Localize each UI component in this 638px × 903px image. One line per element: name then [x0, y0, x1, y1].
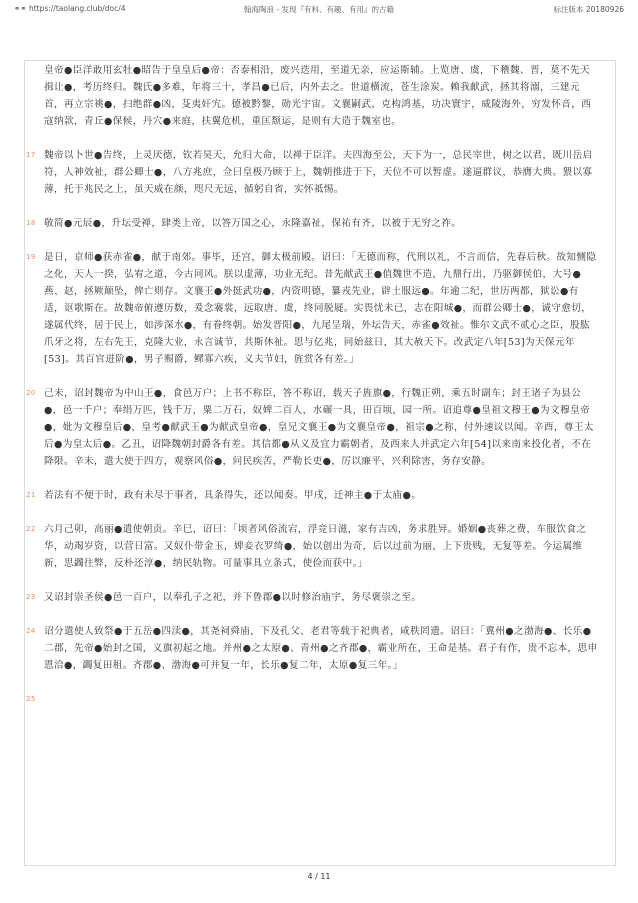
paragraph [26, 385, 598, 470]
paragraph [44, 62, 598, 130]
paragraph [26, 487, 598, 504]
paragraph-number: 23 [26, 593, 36, 601]
paragraph-text: 六月己卯，高丽●遣使朝贡。辛巳，诏曰：「顷者风俗流宕，浮竞日滋，家有吉凶，务求胜异。婚姻●丧葬之费，车服饮食之华，动竭岁资，以营日富。又奴仆带金玉，婢妾衣罗绮●，始以创出为奇，后以过前为丽，上下贵贱，无复等差。今运属维新，思蠲往弊，反朴还淳●，纳民轨物。可量事具立条式，使俭而获中。」 [44, 524, 587, 569]
paragraph-text: 诏分遣使人致祭●于五岳●四渎●，其尧祠舜庙，下及孔父、老君等载于祀典者，咸秩罔遗。诏曰：「冀州●之渤海●、长乐●二郡，先帝●始封之国，义旗初起之地。并州●之太原●、青州●之齐郡●，霸业所在，王命是基。君子有作，贵不忘本，思申恩洽●，蠲复田租。齐郡●、渤海●可并复一年，长乐●复二年，太原●复三年。」 [44, 626, 598, 671]
paragraph-number: 22 [26, 525, 36, 533]
paragraph-text: 又诏封崇圣侯●邑一百户，以奉孔子之祀，并下鲁郡●以时修治庙宇，务尽褒崇之至。 [44, 592, 422, 603]
paragraph-text: 己未，诏封魏帝为中山王●，食邑万户；上书不称臣，答不称诏，载天子旌旗●，行魏正朔，乘五时副车；封王诸子为县公●，邑一千户；奉绢万匹，钱千万，粟二万石，奴婢二百人，水碾一具，田百顷，园一所。诏追尊●皇祖文穆王●为文穆皇帝●，妣为文穆皇后●，皇考●献武王●为献武皇帝●，皇兄文襄王●为文襄皇帝●，祖宗●之称，付外速议以闻。辛酉，尊王太后●为皇太后●。乙丑，诏降魏朝封爵各有差。其信都●从义及宜力霸朝者，及西来人并武定六年[54]以来南来投化者，不在降限。辛未，遣大使于四方，观察风俗●，问民疾苦，严勒长吏●，厉以廉平，兴利除害，务存安静。 [44, 388, 594, 467]
paragraph-text: 皇帝●臣洋敢用玄牡●昭告于皇皇后●帝：否泰相沿，废兴迭用，至道无亲，应运斯辅。上览唐、虞，下稽魏、晋，莫不先天揖让●，考历终归。魏氏●多难，年将三十，孝昌●已后，内外去之。世道横流，苍生涂炭。赖我献武，拯其将溺，三建元首，再立宗祧●，扫绝群●凶，芟夷奸宄。德被黔黎，勋光宇宙。文襄嗣武，克构鸿基，功决寰宇，威陵海外，穷发怀音，西寇纳款，青丘●保候，丹穴●来庭，扶翼危机，重匡颓运，是则有大造于魏室也。 [44, 65, 592, 127]
paragraph-text: 是日，京师●获赤雀●，献于南郊。事毕，还宫，御太极前殿。诏曰：「无德而称，代刑以礼，不言而信，先春后秋。故知恻隐之化，天人一揆，弘宥之道，今古同风。朕以虚薄，功业无纪。昔先献武王●值魏世不造，九鼎行出，乃驱御侯伯，大号●燕、赵，拯厥颠坠，俾亡则存。文襄王●外挺武功●，内资明德，纂戎先业，辟土服远●。年逾二纪，世历两都，狱讼●有适，讴歌斯在。故魏帝俯遵历数，爰念褰裳，远取唐、虞，终同脱屣。实畏忧未已，志在阳城●，而群公卿士●，诚守愈切，遂属代终，居于民上，如涉深水●，有眷终朝。始发晋阳●，九尾呈瑞，外坛告天，赤雀●效祉。惟尔文武不贰心之臣，股肱爪牙之将，左右先王，克隆大业，永言诚节，共斯休祉。思与亿兆，同始兹日，其大赦天下。改武定八年[53]为天保元年[53]。其百官进阶●，男子赐爵，鳏寡六疾，义夫节妇，旌赏各有差。」 [44, 252, 597, 365]
paragraph-number: 18 [26, 219, 36, 227]
header-title: 翰海陶浪 - 发现『有料、有趣、有用』的古籍 [244, 5, 394, 14]
paragraph-number: 17 [26, 151, 36, 159]
paragraph [26, 589, 598, 606]
paragraph-text: 敬简●元辰●，升坛受禅，肆类上帝，以答万国之心，永隆嘉祉，保祐有齐，以被于无穷之祚。 [44, 218, 462, 229]
header-url[interactable]: ⚭⚭ https://taolang.club/doc/4 [14, 4, 126, 13]
paragraph-number: 25 [26, 695, 36, 703]
paragraph [26, 623, 598, 674]
document-body [26, 60, 598, 703]
paragraph [26, 215, 598, 232]
paragraph-number: 24 [26, 627, 36, 635]
paragraph-number: 20 [26, 389, 36, 397]
page-number: 4 / 11 [307, 872, 331, 881]
paragraph-text: 若法有不便于时，政有未尽于事者，具条得失，还以闻奏。甲戌，迁神主●于太庙●。 [44, 490, 422, 501]
paragraph [26, 249, 598, 368]
header-version: 标注版本 20180926 [553, 5, 624, 14]
paragraph [26, 521, 598, 572]
paragraph-number: 21 [26, 491, 36, 499]
paragraph [26, 147, 598, 198]
page-header [14, 4, 624, 16]
paragraph-number: 19 [26, 253, 36, 261]
paragraph-text: 魏帝以卜世●告终，上灵厌德，钦若昊天，允归大命，以禅于臣洋。夫四海至公，天下为一，总民宰世，树之以君，既川岳启符，人神效祉，群公卿士●，八方兆庶，佥曰皇极乃顾于上，魏朝推进于下，天位不可以暂虚。遂逼群议，恭膺大典。猥以寡薄，托于兆民之上，虽天威在颜，咫尺无远，循躬自省，实怀祗惕。 [44, 150, 593, 195]
